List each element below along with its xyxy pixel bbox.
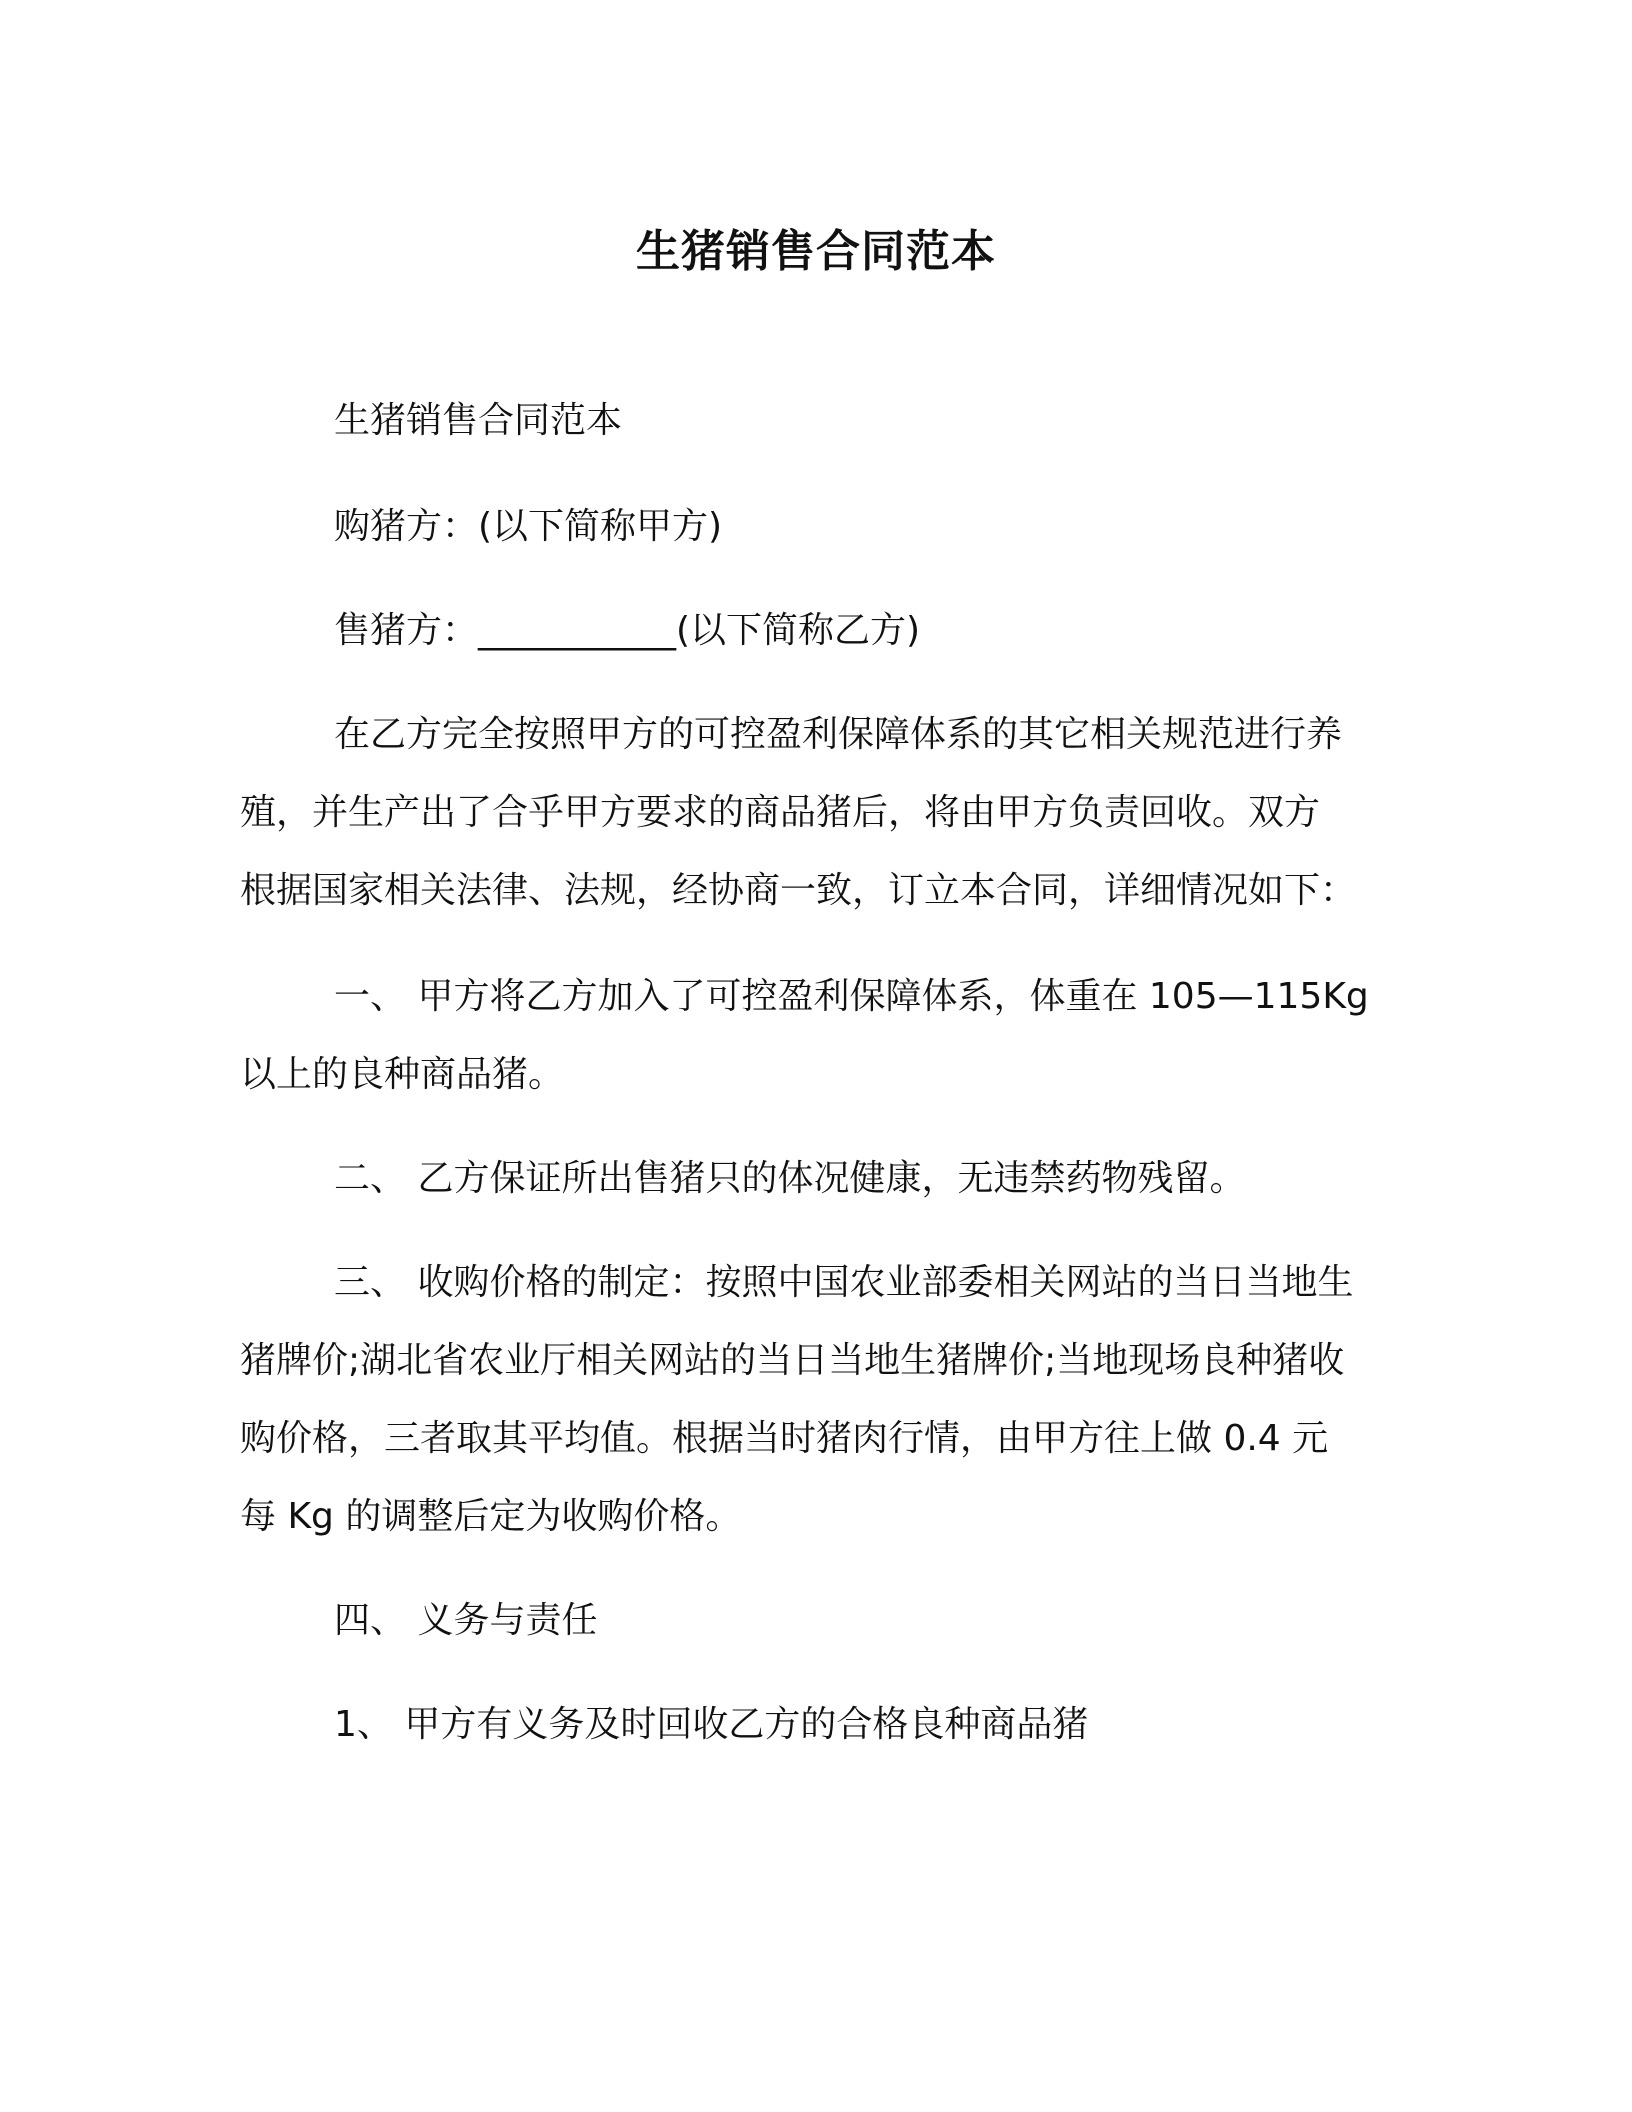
subtitle-text: 生猪销售合同范本 bbox=[334, 400, 623, 441]
intro-line: 根据国家相关法律、法规，经协商一致，订立本合同，详细情况如下： bbox=[240, 870, 1357, 911]
clause-3-line: 每 Kg 的调整后定为收购价格。 bbox=[240, 1496, 742, 1537]
clause-1-line: 一、 甲方将乙方加入了可控盈利保障体系，体重在 105—115Kg bbox=[334, 976, 1369, 1017]
seller-line: 售猪方：___________(以下简称乙方) bbox=[334, 610, 921, 651]
buyer-line: 购猪方：(以下简称甲方) bbox=[334, 506, 723, 547]
clause-1-line: 以上的良种商品猪。 bbox=[240, 1054, 565, 1095]
clause-3-line: 猪牌价;湖北省农业厅相关网站的当日当地生猪牌价;当地现场良种猪收 bbox=[240, 1340, 1345, 1381]
document-title: 生猪销售合同范本 bbox=[636, 226, 996, 277]
clause-2-text: 二、 乙方保证所出售猪只的体况健康，无违禁药物残留。 bbox=[334, 1158, 1246, 1199]
clause-3-line: 购价格，三者取其平均值。根据当时猪肉行情，由甲方往上做 0.4 元 bbox=[240, 1418, 1329, 1459]
clause-4-item-1: 1、 甲方有义务及时回收乙方的合格良种商品猪 bbox=[334, 1704, 1089, 1745]
intro-line: 在乙方完全按照甲方的可控盈利保障体系的其它相关规范进行养 bbox=[334, 714, 1343, 755]
clause-3-line: 三、 收购价格的制定：按照中国农业部委相关网站的当日当地生 bbox=[334, 1262, 1354, 1303]
intro-line: 殖，并生产出了合乎甲方要求的商品猪后，将由甲方负责回收。双方 bbox=[240, 792, 1321, 833]
clause-4-heading: 四、 义务与责任 bbox=[334, 1600, 598, 1641]
